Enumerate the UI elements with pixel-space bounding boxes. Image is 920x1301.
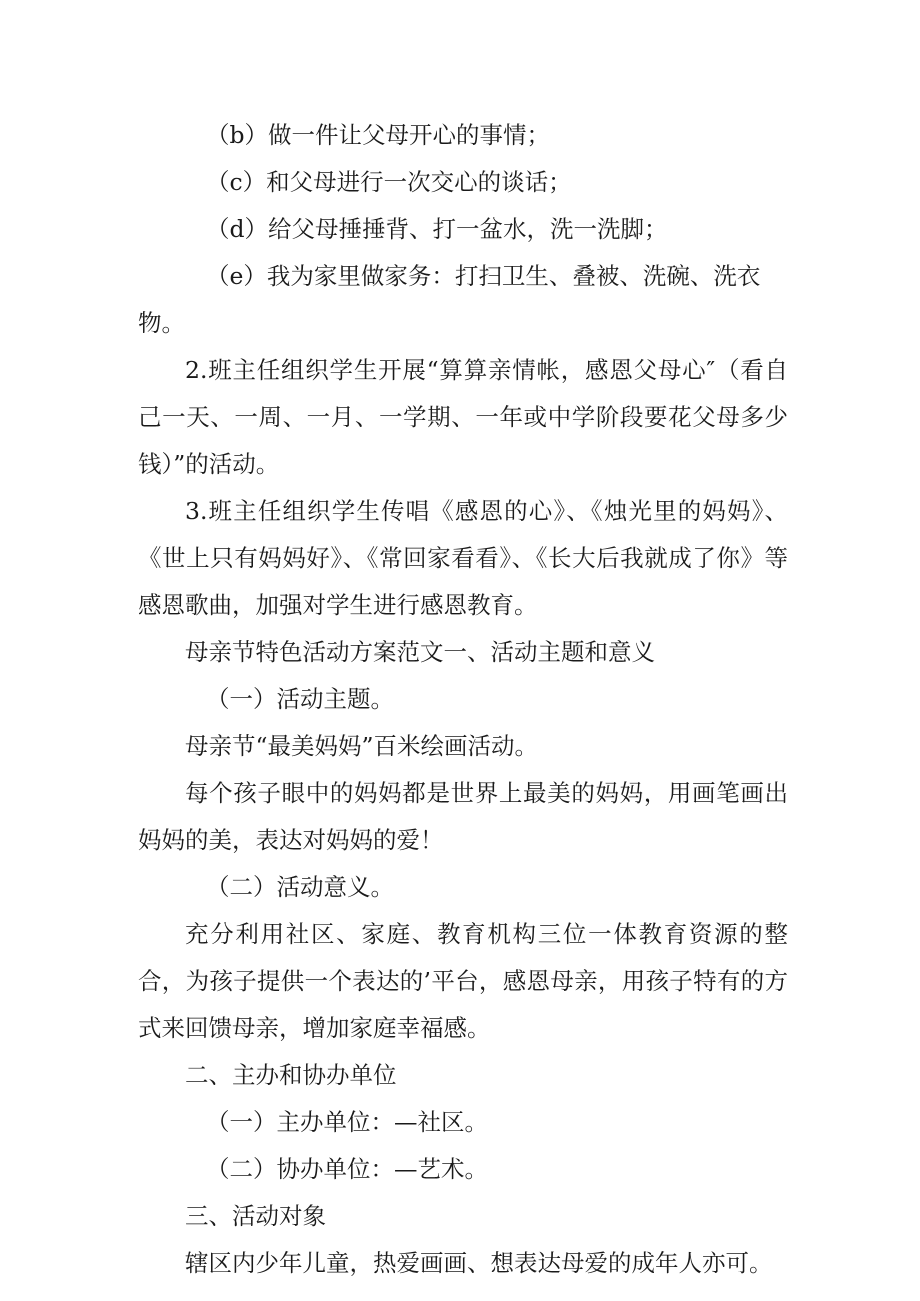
paragraph-item-2: 2.班主任组织学生开展“算算亲情帐，感恩父母心″（看自己一天、一周、一月、一学期、一年或中学阶段要花父母多少钱）”的活动。 [138,356,788,478]
theme-text: 母亲节“最美妈妈”百米绘画活动。 [185,732,539,760]
list-item-d: （d）给父母捶捶背、打一盆水，洗一洗脚； [206,215,668,243]
meaning-heading: （二）活动意义。 [206,873,394,901]
cohost-unit: （二）协办单位：—艺术。 [206,1155,488,1183]
organizer-heading: 二、主办和协办单位 [185,1061,397,1089]
theme-heading: （一）活动主题。 [206,685,394,713]
audience-heading: 三、活动对象 [185,1202,326,1230]
paragraph-item-3: 3.班主任组织学生传唱《感恩的心》、《烛光里的妈妈》、《世上只有妈妈好》、《常回家看看》、《长大后我就成了你》等感恩歌曲，加强对学生进行感恩教育。 [138,497,788,619]
audience-text: 辖区内少年儿童，热爱画画、想表达母爱的成年人亦可。 [185,1249,773,1277]
host-unit: （一）主办单位：—社区。 [206,1108,488,1136]
list-item-e: （e）我为家里做家务：打扫卫生、叠被、洗碗、洗衣物。 [138,262,761,337]
meaning-text: 充分利用社区、家庭、教育机构三位一体教育资源的整合，为孩子提供一个表达的’平台，感恩母亲，用孩子特有的方式来回馈母亲，增加家庭幸福感。 [138,920,788,1042]
plan-title: 母亲节特色活动方案范文一、活动主题和意义 [185,638,655,666]
document-body [138,112,788,1287]
list-item-b: （b）做一件让父母开心的事情； [206,121,551,149]
theme-description: 每个孩子眼中的妈妈都是世界上最美的妈妈，用画笔画出妈妈的美，表达对妈妈的爱！ [138,779,788,854]
list-item-c: （c）和父母进行一次交心的谈话； [206,168,572,196]
